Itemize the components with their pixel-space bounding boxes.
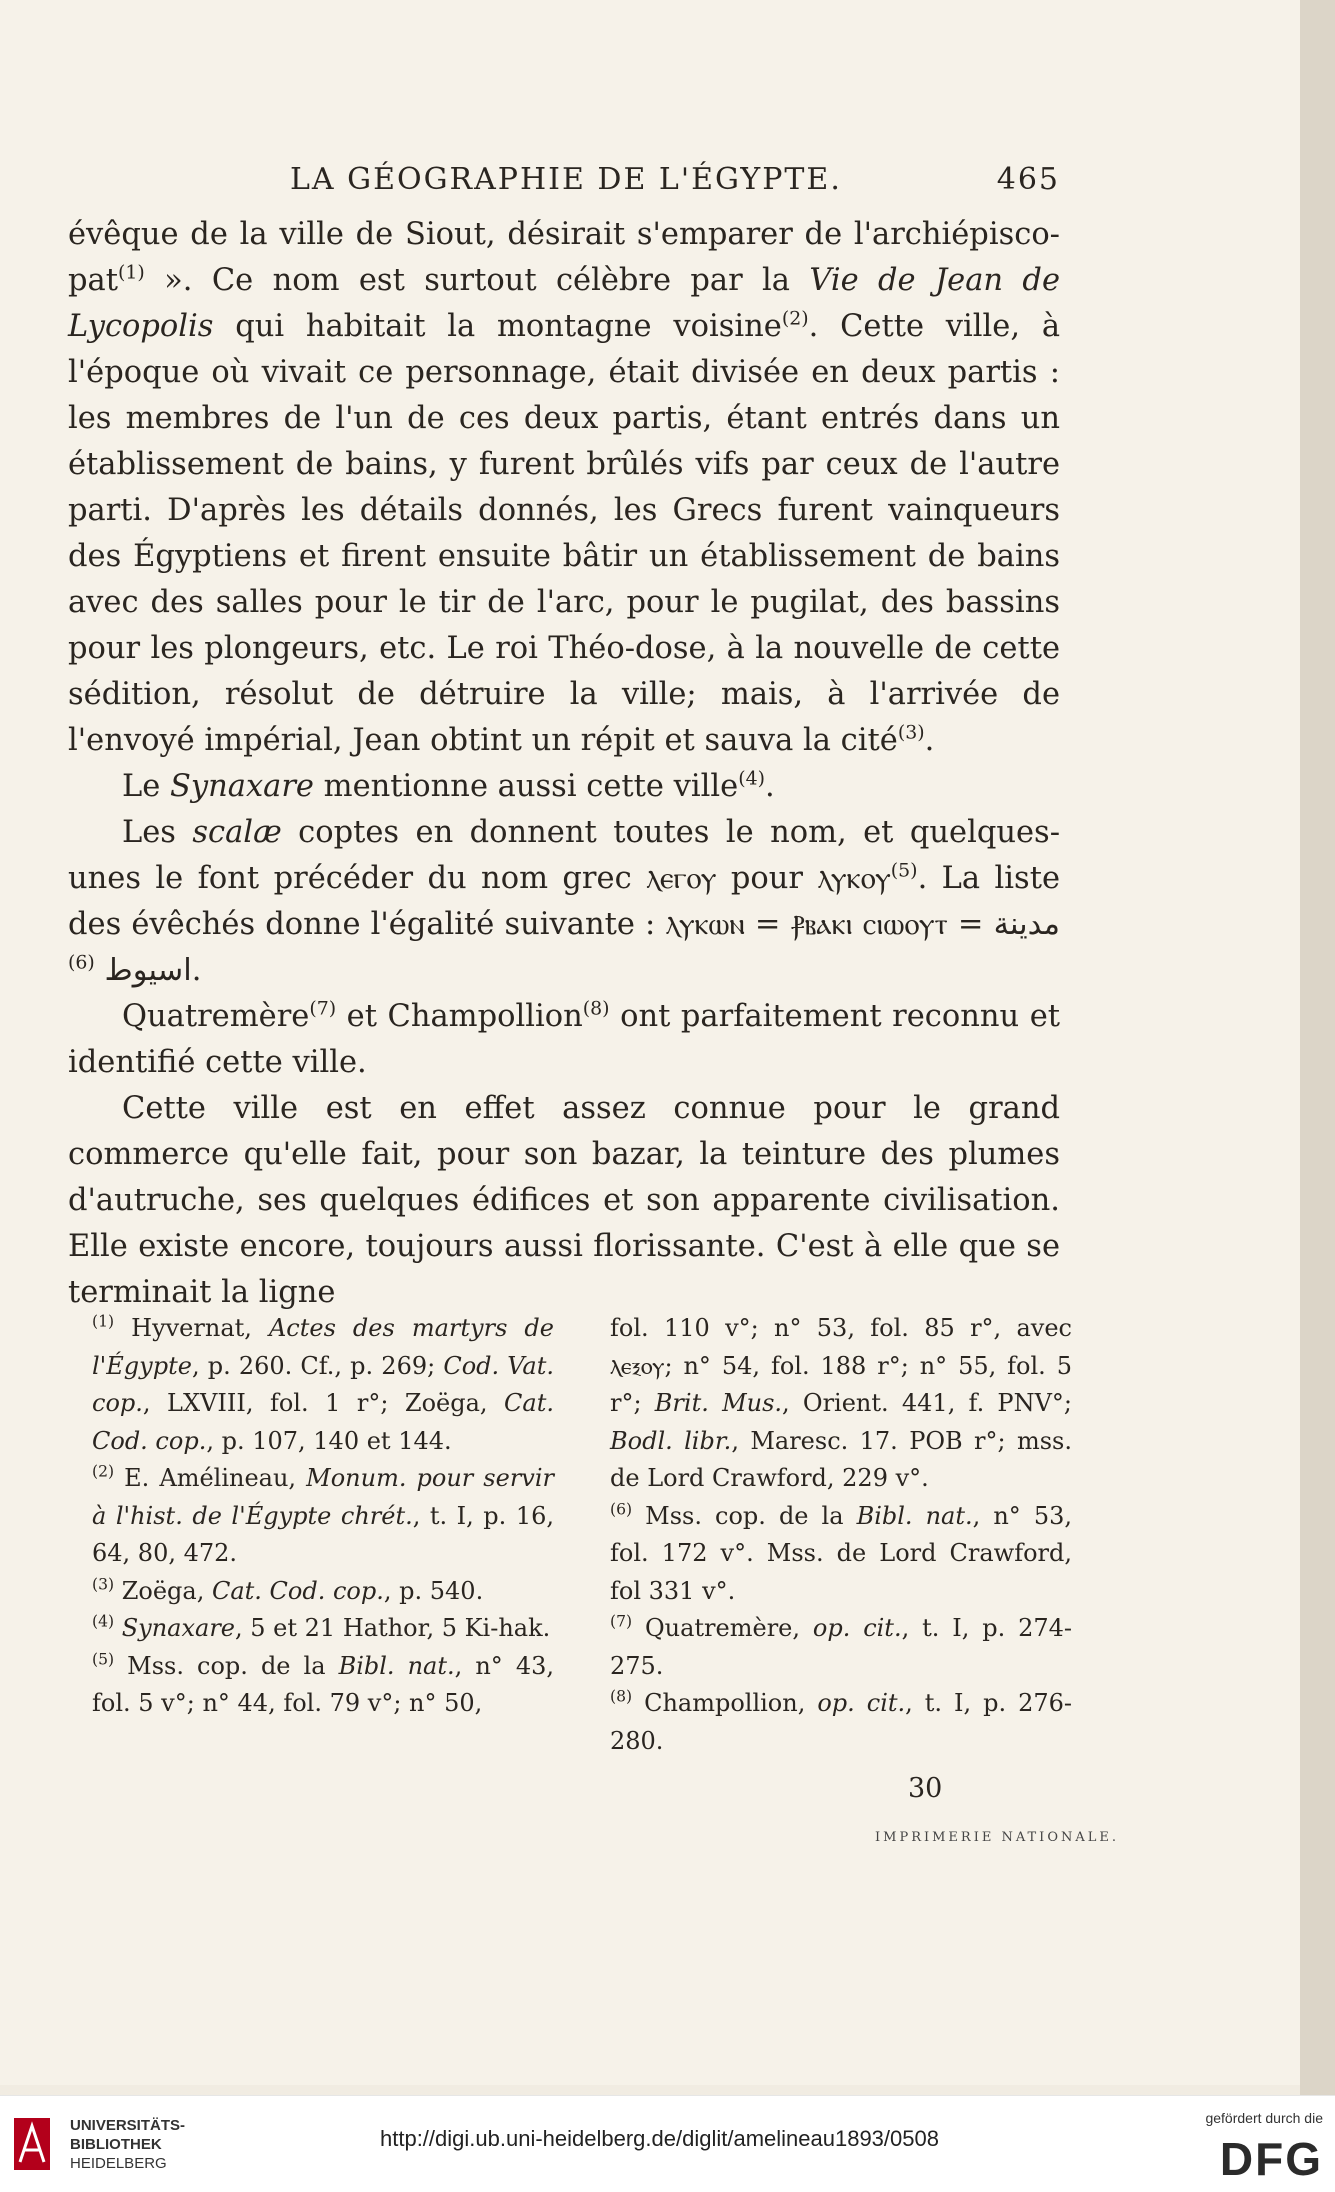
- coptic-word: ⲗⲉⲝⲟⲩ: [610, 1351, 665, 1380]
- footnote-6: $^{(6)}$ Mss. cop. de la Bibl. nat., n° 53, fol. 172 v°. Mss. de Lord Crawford, fol 331 v°.: [610, 1500, 1072, 1605]
- paragraph-1: évêque de la ville de Siout, désirait s'emparer de l'archiépisco-pat$^{(1)}$ ». Ce nom est surtout célèbre par la Vie de Jean de Lycopolis qui habitait la montagne voisine$^{(2)}$. Cette ville, à l'époque où vivait ce personnage, était divisée en deux partis : les membres de l'un de ces deux partis, étant entrés dans un établissement de bains, y furent brûlés vifs par ceux de l'autre parti. D'après les détails donnés, les Grecs furent vainqueurs des Égyptiens et firent ensuite bâtir un établissement de bains avec des salles pour le tir de l'arc, pour le pugilat, des bassins pour les plongeurs, etc. Le roi Théo-dose, à la nouvelle de cette sédition, résolut de détruire la ville; mais, à l'arrivée de l'envoyé impérial, Jean obtint un répit et sauva la cité$^{(3)}$.: [68, 217, 1060, 758]
- signature-mark: 30: [908, 1773, 943, 1804]
- footnote-ref[interactable]: (4): [738, 767, 765, 790]
- coptic-word: ⲗⲩⲕⲟⲩ: [817, 861, 891, 896]
- permalink-url[interactable]: http://digi.ub.uni-heidelberg.de/diglit/amelineau1893/0508: [380, 2126, 939, 2151]
- page-edge: [1300, 0, 1335, 2095]
- main-text: [68, 212, 1060, 1316]
- paragraph-4: Quatremère$^{(7)}$ et Champollion$^{(8)}$ ont parfaitement reconnu et identifié cette ville.: [68, 997, 1060, 1080]
- footnote-ref[interactable]: (2): [781, 307, 809, 330]
- viewer-footer: [0, 2095, 1335, 2192]
- footnote-2: $^{(2)}$ E. Amélineau, Monum. pour servir à l'hist. de l'Égypte chrét., t. I, p. 16, 64, 80, 472.: [92, 1462, 555, 1567]
- institution-name[interactable]: UNIVERSITÄTS- BIBLIOTHEK HEIDELBERG: [70, 2117, 186, 2172]
- footnote-5-continued: fol. 110 v°; n° 53, fol. 85 r°, avec ⲗⲉⲝⲟⲩ; n° 54, fol. 188 r°; n° 55, fol. 5 r°; Brit. Mus., Orient. 441, f. ΡΝV°; Bodl. libr., Maresc. 17. ΡΟΒ r°; mss. de Lord Crawford, 229 v°.: [610, 1314, 1072, 1492]
- footnote-ref[interactable]: (8): [582, 997, 610, 1020]
- paragraph-3: Les scalæ coptes en donnent toutes le nom, et quelques-unes le font précéder du nom grec ⲗⲉⲅⲟⲩ pour ⲗⲩⲕⲟⲩ$^{(5)}$. La liste des évêchés donne l'égalité suivante : ⲗⲩⲕⲱⲛ = ⳁⲃⲁⲕⲓ ⲥⲓⲱⲟⲩⲧ = مدينة اسيوط $^{(6)}$ .: [68, 815, 1061, 988]
- running-title: LA GÉOGRAPHIE DE L'ÉGYPTE.: [290, 162, 842, 197]
- footnote-5: $^{(5)}$ Mss. cop. de la Bibl. nat., n° 43, fol. 5 v°; n° 44, fol. 79 v°; n° 50,: [92, 1650, 554, 1717]
- coptic-word: ⲗⲉⲅⲟⲩ: [646, 861, 717, 896]
- paragraph-2: Le Synaxare mentionne aussi cette ville$^{(4)}$.: [122, 767, 775, 804]
- footnote-ref[interactable]: (3): [897, 721, 925, 744]
- folio-number: ΡΟΒ: [909, 1426, 963, 1455]
- arabic-name: مدينة اسيوط: [104, 907, 1061, 988]
- running-header: [290, 162, 1060, 202]
- footnotes-right-column: [610, 1310, 1072, 1760]
- footnote-ref[interactable]: (7): [309, 997, 337, 1020]
- paragraph-5: Cette ville est en effet assez connue pour le grand commerce qu'elle fait, pour son bazar, la teinture des plumes d'autruche, ses quelques édifices et son apparente civilisation. Elle existe encore, toujours aussi florissante. C'est à elle que se terminait la ligne: [68, 1091, 1060, 1310]
- footnote-ref[interactable]: (6): [68, 951, 95, 974]
- imprint-line: IMPRIMERIE NATIONALE.: [875, 1830, 1119, 1845]
- footnote-ref[interactable]: (1): [117, 261, 145, 284]
- dfg-logo[interactable]: DFG: [1219, 2133, 1323, 2185]
- footnote-7: $^{(7)}$ Quatremère, op. cit., t. I, p. 274-275.: [610, 1612, 1073, 1680]
- page-number: 465: [996, 162, 1060, 197]
- footnote-4: $^{(4)}$ Synaxare, 5 et 21 Hathor, 5 Ki-hak.: [92, 1612, 551, 1642]
- footnote-ref[interactable]: (5): [890, 859, 918, 882]
- footnote-1: $^{(1)}$ Hyvernat, Actes des martyrs de l'Égypte, p. 260. Cf., p. 269; Cod. Vat. cop., LXVIII, fol. 1 r°; Zoëga, Cat. Cod. cop., p. 107, 140 et 144.: [92, 1312, 554, 1455]
- university-logo-icon: [14, 2118, 50, 2170]
- footnote-8: $^{(8)}$ Champollion, op. cit., t. I, p. 276-280.: [610, 1687, 1073, 1755]
- coptic-equation: ⲗⲩⲕⲱⲛ = ⳁⲃⲁⲕⲓ ⲥⲓⲱⲟⲩⲧ =: [665, 907, 984, 942]
- folio-number: ΡΝV°: [997, 1389, 1064, 1417]
- footnotes-left-column: [92, 1310, 554, 1723]
- footnote-3: $^{(3)}$ Zoëga, Cat. Cod. cop., p. 540.: [92, 1575, 484, 1605]
- funder-label: gefördert durch die: [1205, 2110, 1323, 2126]
